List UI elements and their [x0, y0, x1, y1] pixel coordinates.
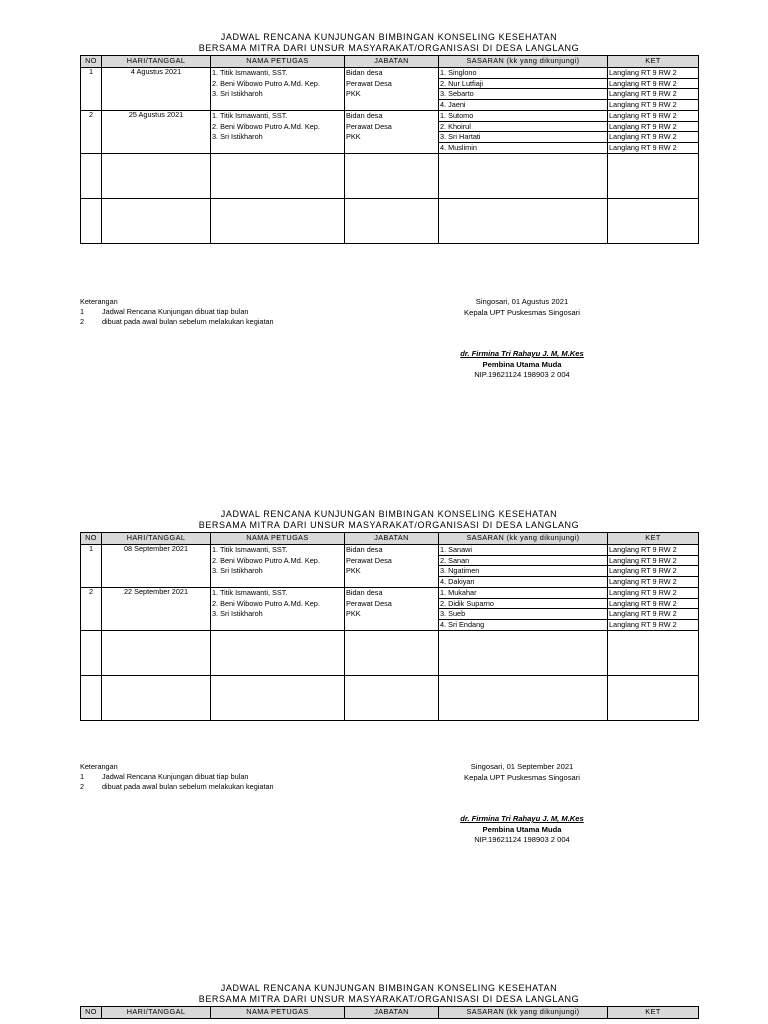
header-date: HARI/TANGGAL: [102, 533, 211, 545]
officer-name: 1. Titik Ismawanti, SST.: [212, 68, 288, 77]
officer-position: PKK: [346, 132, 361, 141]
signatory-role: Kepala UPT Puskesmas Singosari: [464, 307, 580, 317]
schedule-section-2: [80, 509, 698, 721]
officer-name: 2. Beni Wibowo Putro A.Md. Kep.: [212, 598, 320, 608]
officer-position: PKK: [346, 609, 361, 618]
header-date: HARI/TANGGAL: [102, 1007, 211, 1019]
target-household: 2. Sanan: [439, 556, 607, 567]
ket-value: Langlang RT 9 RW 2: [609, 619, 677, 629]
officer-position: Bidan desa: [346, 111, 383, 120]
target-household: 4. Sri Endang: [440, 619, 485, 629]
ket-value: Langlang RT 9 RW 2: [608, 545, 698, 556]
table-header-row: [81, 56, 699, 68]
target-household: 1. Sutomo: [439, 111, 607, 122]
row-date: 22 September 2021: [102, 588, 211, 631]
notes-heading: Keterangan: [80, 297, 118, 306]
ket-value: Langlang RT 9 RW 2: [609, 576, 677, 586]
ket-value: Langlang RT 9 RW 2: [608, 588, 698, 599]
ket-value: Langlang RT 9 RW 2: [608, 609, 698, 620]
officer-position: Perawat Desa: [346, 555, 392, 565]
header-position: JABATAN: [345, 533, 439, 545]
header-date: HARI/TANGGAL: [102, 56, 211, 68]
ket-value: Langlang RT 9 RW 2: [608, 132, 698, 143]
notes-heading: Keterangan: [80, 762, 118, 771]
ket-value: Langlang RT 9 RW 2: [609, 142, 677, 152]
target-household: 2. Didik Suparno: [439, 599, 607, 610]
header-note: KET: [608, 1007, 699, 1019]
ket-cell: [608, 111, 699, 154]
positions-cell: [345, 68, 439, 111]
header-targets: SASARAN (kk yang dikunjungi): [439, 56, 608, 68]
header-no: NO: [81, 1007, 102, 1019]
targets-cell: [439, 68, 608, 111]
signatory-nip: NIP.19621124 198903 2 004: [474, 370, 570, 379]
positions-cell: [345, 111, 439, 154]
row-date: 4 Agustus 2021: [102, 68, 211, 111]
target-household: 1. Sanawi: [439, 545, 607, 556]
officers-cell: [211, 111, 345, 154]
schedule-table: [80, 1006, 699, 1019]
ket-value: Langlang RT 9 RW 2: [608, 79, 698, 90]
schedule-section-3: [80, 983, 698, 1019]
officer-name: 2. Beni Wibowo Putro A.Md. Kep.: [212, 78, 320, 88]
signatory-nip: NIP.19621124 198903 2 004: [474, 835, 570, 844]
ket-value: Langlang RT 9 RW 2: [608, 122, 698, 133]
signatory-rank: Pembina Utama Muda: [482, 824, 562, 834]
header-targets: SASARAN (kk yang dikunjungi): [439, 1007, 608, 1019]
schedule-section-1: [80, 32, 698, 244]
row-date: 08 September 2021: [102, 545, 211, 588]
notes-block: [80, 297, 274, 327]
note-text: dibuat pada awal bulan sebelum melakukan kegiatan: [102, 317, 274, 326]
ket-value: Langlang RT 9 RW 2: [609, 99, 677, 109]
header-no: NO: [81, 56, 102, 68]
officer-position: Perawat Desa: [346, 121, 392, 131]
officer-position: PKK: [346, 89, 361, 98]
header-targets: SASARAN (kk yang dikunjungi): [439, 533, 608, 545]
positions-cell: [345, 588, 439, 631]
schedule-table: [80, 532, 699, 721]
header-note: KET: [608, 56, 699, 68]
target-household: 1. Singlono: [439, 68, 607, 79]
ket-value: Langlang RT 9 RW 2: [608, 566, 698, 577]
officer-position: Perawat Desa: [346, 598, 392, 608]
header-position: JABATAN: [345, 1007, 439, 1019]
officer-name: 1. Titik Ismawanti, SST.: [212, 545, 288, 554]
ket-value: Langlang RT 9 RW 2: [608, 68, 698, 79]
note-item: [80, 782, 274, 792]
target-household: 3. Sebarto: [439, 89, 607, 100]
ket-cell: [608, 545, 699, 588]
officer-name: 3. Sri Istikharoh: [212, 566, 263, 575]
target-household: 4. Jaeni: [440, 99, 466, 109]
row-no: 2: [81, 588, 102, 631]
target-household: 2. Khoirul: [439, 122, 607, 133]
table-row: [81, 545, 699, 588]
targets-cell: [439, 111, 608, 154]
officer-name: 2. Beni Wibowo Putro A.Md. Kep.: [212, 555, 320, 565]
officer-name: 3. Sri Istikharoh: [212, 609, 263, 618]
target-household: 3. Sri Hartati: [439, 132, 607, 143]
title-line-1: JADWAL RENCANA KUNJUNGAN BIMBINGAN KONSELING KESEHATAN: [220, 509, 558, 519]
blank-row: [81, 631, 699, 676]
ket-value: Langlang RT 9 RW 2: [608, 111, 698, 122]
target-household: 1. Mukahar: [439, 588, 607, 599]
officer-position: Bidan desa: [346, 68, 383, 77]
target-household: 4. Muslimin: [440, 142, 477, 152]
table-row: [81, 111, 699, 154]
positions-cell: [345, 545, 439, 588]
title-line-1: JADWAL RENCANA KUNJUNGAN BIMBINGAN KONSELING KESEHATAN: [220, 32, 558, 42]
signatory-role: Kepala UPT Puskesmas Singosari: [464, 772, 580, 782]
note-text: Jadwal Rencana Kunjungan dibuat tiap bulan: [102, 772, 249, 781]
targets-cell: [439, 588, 608, 631]
signatory-name: dr. Firmina Tri Rahayu J. M, M.Kes: [460, 814, 584, 823]
officers-cell: [211, 588, 345, 631]
officer-name: 2. Beni Wibowo Putro A.Md. Kep.: [212, 121, 320, 131]
table-header-row: [81, 533, 699, 545]
officer-name: 1. Titik Ismawanti, SST.: [212, 111, 288, 120]
target-household: 3. Ngatimen: [439, 566, 607, 577]
title-line-2: BERSAMA MITRA DARI UNSUR MASYARAKAT/ORGANISASI DI DESA LANGLANG: [198, 43, 580, 53]
blank-row: [81, 676, 699, 721]
officer-position: Bidan desa: [346, 588, 383, 597]
officer-name: 3. Sri Istikharoh: [212, 132, 263, 141]
ket-value: Langlang RT 9 RW 2: [608, 599, 698, 610]
header-officers: NAMA PETUGAS: [211, 533, 345, 545]
note-item: [80, 307, 274, 317]
ket-value: Langlang RT 9 RW 2: [608, 556, 698, 567]
header-position: JABATAN: [345, 56, 439, 68]
ket-value: Langlang RT 9 RW 2: [608, 89, 698, 100]
note-number: 1: [80, 307, 85, 316]
row-no: 1: [81, 545, 102, 588]
target-household: 2. Nur Lutfiaji: [439, 79, 607, 90]
schedule-table: [80, 55, 699, 244]
officer-name: 1. Titik Ismawanti, SST.: [212, 588, 288, 597]
signature-block: [417, 762, 627, 846]
title-line-2: BERSAMA MITRA DARI UNSUR MASYARAKAT/ORGANISASI DI DESA LANGLANG: [198, 520, 580, 530]
note-number: 2: [80, 317, 85, 326]
header-note: KET: [608, 533, 699, 545]
row-no: 1: [81, 68, 102, 111]
place-date: Singosari, 01 September 2021: [470, 762, 574, 771]
signature-block: [417, 297, 627, 381]
row-date: 25 Agustus 2021: [102, 111, 211, 154]
officers-cell: [211, 545, 345, 588]
title-line-2: BERSAMA MITRA DARI UNSUR MASYARAKAT/ORGANISASI DI DESA LANGLANG: [198, 994, 580, 1004]
note-text: dibuat pada awal bulan sebelum melakukan kegiatan: [102, 782, 274, 791]
note-text: Jadwal Rencana Kunjungan dibuat tiap bulan: [102, 307, 249, 316]
title-line-1: JADWAL RENCANA KUNJUNGAN BIMBINGAN KONSELING KESEHATAN: [220, 983, 558, 993]
table-row: [81, 68, 699, 111]
officer-position: Bidan desa: [346, 545, 383, 554]
header-officers: NAMA PETUGAS: [211, 1007, 345, 1019]
blank-row: [81, 154, 699, 199]
targets-cell: [439, 545, 608, 588]
header-no: NO: [81, 533, 102, 545]
blank-row: [81, 199, 699, 244]
target-household: 3. Sueb: [439, 609, 607, 620]
table-header-row: [81, 1007, 699, 1019]
officer-position: Perawat Desa: [346, 78, 392, 88]
note-item: [80, 772, 274, 782]
note-number: 2: [80, 782, 85, 791]
officer-name: 3. Sri Istikharoh: [212, 89, 263, 98]
signatory-name: dr. Firmina Tri Rahayu J. M, M.Kes: [460, 349, 584, 358]
officers-cell: [211, 68, 345, 111]
ket-cell: [608, 68, 699, 111]
table-row: [81, 588, 699, 631]
note-number: 1: [80, 772, 85, 781]
place-date: Singosari, 01 Agustus 2021: [475, 297, 569, 306]
target-household: 4. Dakiyan: [440, 576, 475, 586]
row-no: 2: [81, 111, 102, 154]
note-item: [80, 317, 274, 327]
officer-position: PKK: [346, 566, 361, 575]
signatory-rank: Pembina Utama Muda: [482, 359, 562, 369]
ket-cell: [608, 588, 699, 631]
header-officers: NAMA PETUGAS: [211, 56, 345, 68]
notes-block: [80, 762, 274, 792]
